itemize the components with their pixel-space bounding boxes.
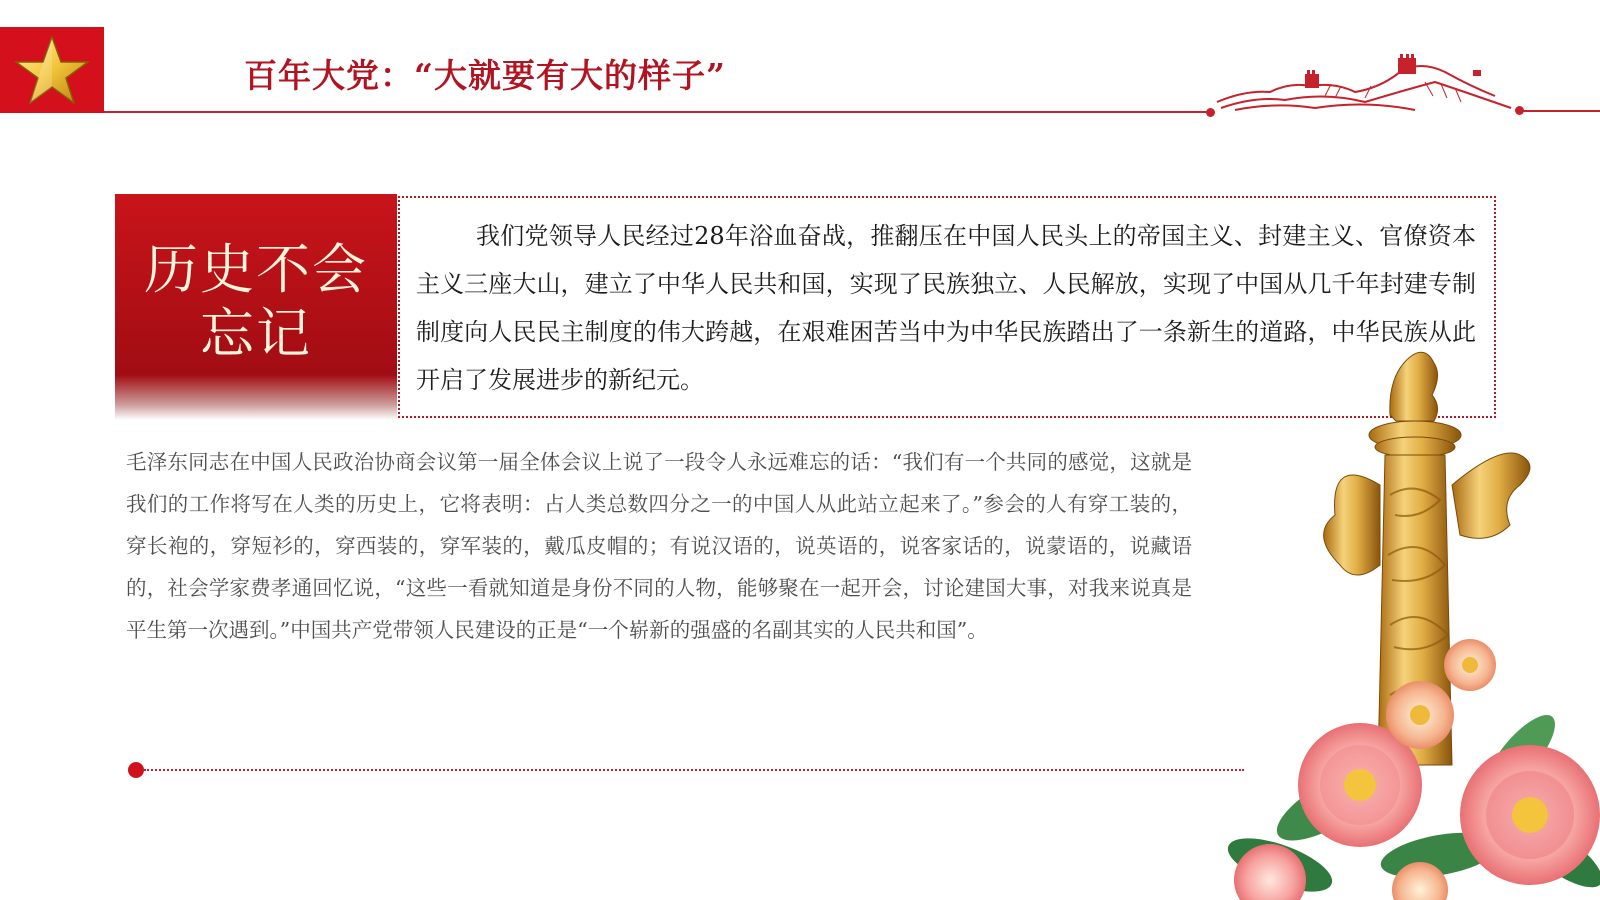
header-divider — [104, 111, 1212, 113]
divider-dot-left — [1206, 108, 1215, 117]
header-divider-right — [1520, 110, 1600, 112]
header-badge — [0, 27, 104, 113]
highlight-label-block — [115, 194, 397, 420]
highlight-label-line2: 忘记 — [200, 302, 312, 365]
page-title: 百年大党：“大就要有大的样子” — [244, 56, 726, 95]
great-wall-icon — [1215, 52, 1515, 114]
star-icon — [14, 35, 90, 105]
bottom-divider — [144, 769, 1244, 771]
decoration — [1220, 335, 1600, 900]
highlight-paragraph: 我们党领导人民经过28年浴血奋战，推翻压在中国人民头上的帝国主义、封建主义、官僚资本主义三座大山，建立了中华人民共和国，实现了民族独立、人民解放，实现了中国从几千年封建专制制度向人民民主制度的伟大跨越，在艰难困苦当中为中华民族踏出了一条新生的道路，中华民族从此开启了发展进步的新纪元。 — [416, 222, 1476, 394]
body-paragraph: 毛泽东同志在中国人民政治协商会议第一届全体会议上说了一段令人永远难忘的话：“我们有一个共同的感觉，这就是我们的工作将写在人类的历史上，它将表明：占人类总数四分之一的中国人从此站立起来了。”参会的人有穿工装的，穿长袍的，穿短衫的，穿西装的，穿军装的，戴瓜皮帽的；有说汉语的，说英语的，说客家话的，说蒙语的，说藏语的，社会学家费孝通回忆说，“这些一看就知道是身份不同的人物，能够聚在一起开会，讨论建国大事，对我来说真是平生第一次遇到。”中国共产党带领人民建设的正是“一个崭新的强盛的名副其实的人民共和国”。 — [126, 450, 1192, 642]
highlight-label-line1: 历史不会 — [144, 238, 368, 301]
highlight-label — [115, 238, 397, 366]
bottom-divider-dot — [128, 762, 144, 778]
